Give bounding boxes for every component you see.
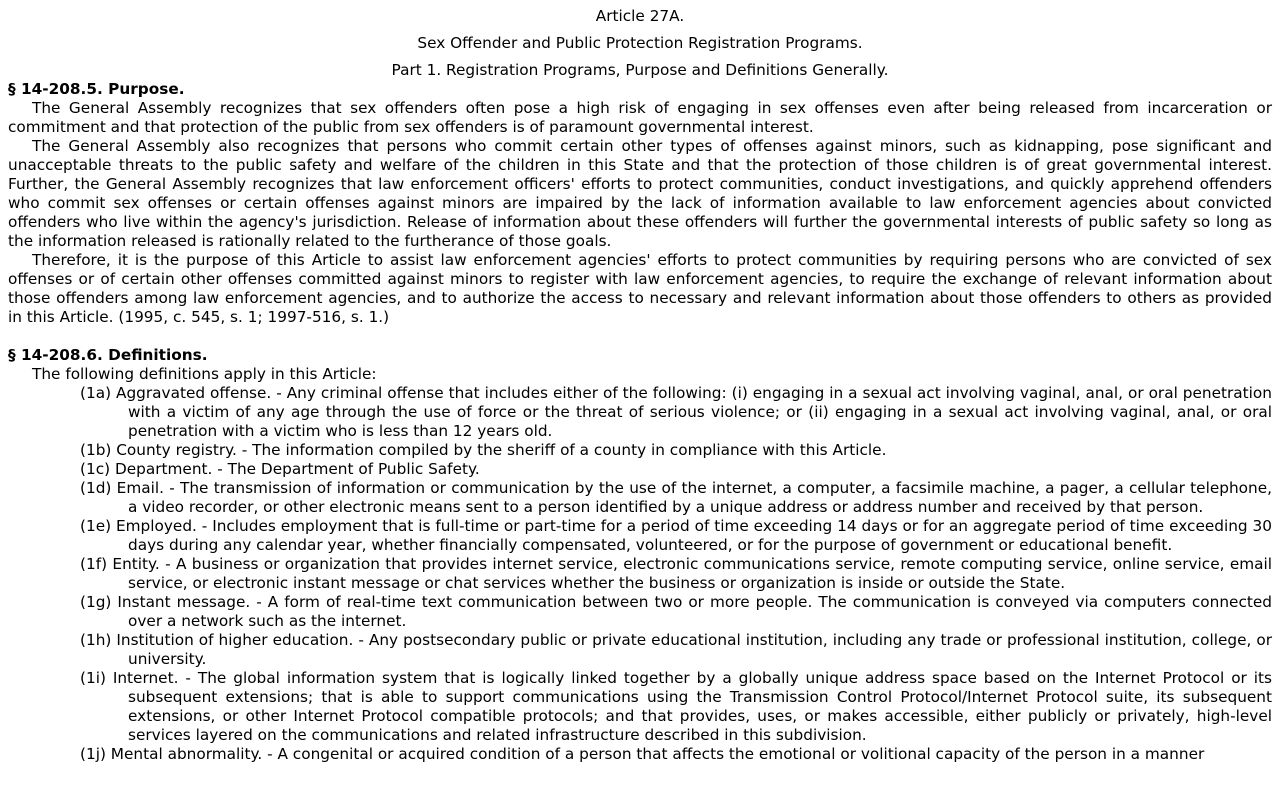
definition-item: (1h) Institution of higher education. - Any postsecondary public or private educational institution, including any trade or professional institution, college, or university. bbox=[80, 631, 1272, 668]
statute-document bbox=[8, 7, 1272, 764]
definition-item: (1a) Aggravated offense. - Any criminal offense that includes either of the following: (i) engaging in a sexual act involving vaginal, anal, or oral penetration with a victim of any age through the use of force or the threat of serious violence; or (ii) engaging in a sexual act involving vaginal, anal, or oral penetration with a victim who is less than 12 years old. bbox=[80, 384, 1272, 440]
definition-item: (1c) Department. - The Department of Public Safety. bbox=[80, 460, 480, 478]
definition-item: (1g) Instant message. - A form of real-time text communication between two or more people. The communication is conveyed via computers connected over a network such as the internet. bbox=[80, 593, 1272, 630]
article-title: Sex Offender and Public Protection Registration Programs. bbox=[417, 34, 863, 52]
section-spacer bbox=[8, 327, 1272, 346]
purpose-paragraph: The General Assembly recognizes that sex offenders often pose a high risk of engaging in sex offenses even after being released from incarceration or commitment and that protection of the public from sex offenders is of paramount governmental interest. bbox=[8, 99, 1272, 136]
purpose-paragraph: Therefore, it is the purpose of this Article to assist law enforcement agencies' efforts to protect communities by requiring persons who are convicted of sex offenses or of certain other offenses committed against minors to register with law enforcement agencies, to require the exchange of relevant information about those offenders among law enforcement agencies, and to authorize the access to necessary and relevant information about those offenders to others as provided in this Article. (1995, c. 545, s. 1; 1997-516, s. 1.) bbox=[8, 251, 1272, 326]
part-title: Part 1. Registration Programs, Purpose and Definitions Generally. bbox=[391, 61, 889, 79]
definition-item: (1f) Entity. - A business or organization that provides internet service, electronic communications service, remote computing service, online service, email service, or electronic instant message or chat services whether the business or organization is inside or outside the State. bbox=[80, 555, 1272, 592]
section-heading-purpose: § 14-208.5. Purpose. bbox=[8, 80, 185, 98]
article-number: Article 27A. bbox=[595, 7, 685, 25]
definition-item: (1b) County registry. - The information compiled by the sheriff of a county in compliance with this Article. bbox=[80, 441, 887, 459]
definition-item: (1j) Mental abnormality. - A congenital or acquired condition of a person that affects the emotional or volitional capacity of the person in a manner bbox=[80, 745, 1205, 763]
definition-item: (1e) Employed. - Includes employment that is full-time or part-time for a period of time exceeding 14 days or for an aggregate period of time exceeding 30 days during any calendar year, whether financially compensated, volunteered, or for the purpose of government or educational benefit. bbox=[80, 517, 1272, 554]
purpose-paragraph: The General Assembly also recognizes that persons who commit certain other types of offenses against minors, such as kidnapping, pose significant and unacceptable threats to the public safety and welfare of the children in this State and that the protection of those children is of great governmental interest. Further, the General Assembly recognizes that law enforcement officers' efforts to protect communities, conduct investigations, and quickly apprehend offenders who commit sex offenses or certain offenses against minors are impaired by the lack of information available to law enforcement agencies about convicted offenders who live within the agency's jurisdiction. Release of information about these offenders will further the governmental interests of public safety so long as the information released is rationally related to the furtherance of those goals. bbox=[8, 137, 1272, 250]
definition-item: (1i) Internet. - The global information system that is logically linked together by a globally unique address space based on the Internet Protocol or its subsequent extensions; that is able to support communications using the Transmission Control Protocol/Internet Protocol suite, its subsequent extensions, or other Internet Protocol compatible protocols; and that provides, uses, or makes accessible, either publicly or privately, high-level services layered on the communications and related infrastructure described in this subdivision. bbox=[80, 669, 1272, 744]
definitions-intro: The following definitions apply in this Article: bbox=[32, 365, 377, 383]
definition-item: (1d) Email. - The transmission of information or communication by the use of the internet, a computer, a facsimile machine, a pager, a cellular telephone, a video recorder, or other electronic means sent to a person identified by a unique address or address number and received by that person. bbox=[80, 479, 1272, 516]
section-heading-definitions: § 14-208.6. Definitions. bbox=[8, 346, 208, 364]
